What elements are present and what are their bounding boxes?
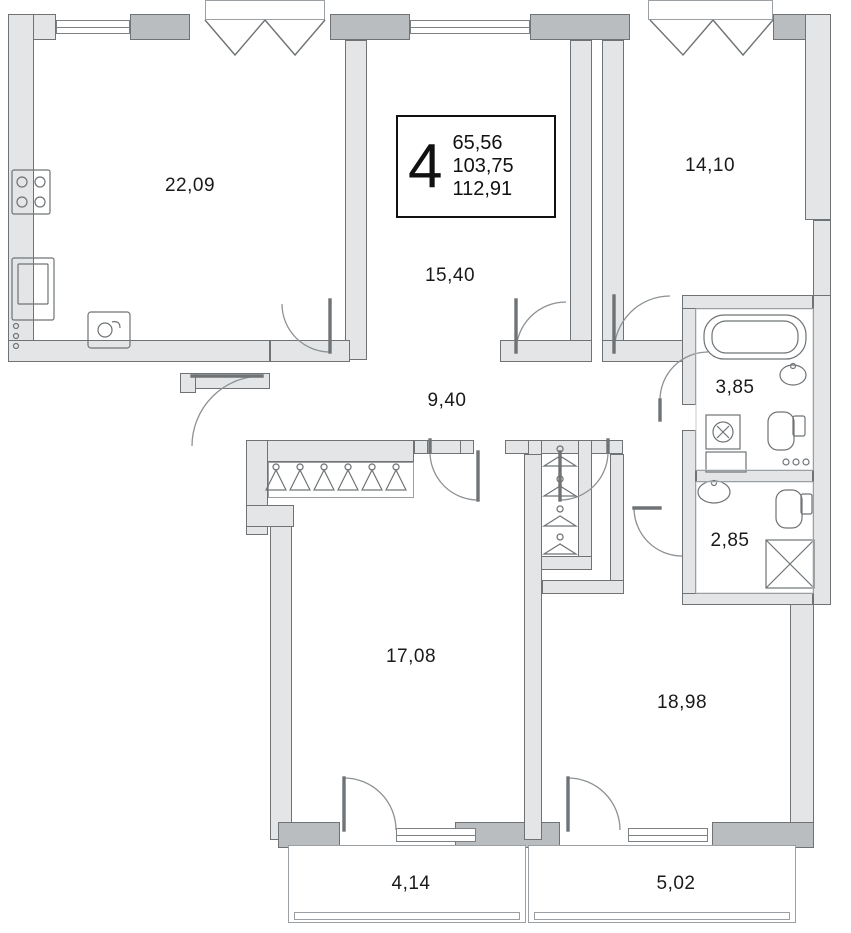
wall-right-bedroom xyxy=(790,600,814,840)
badge-room-count: 4 xyxy=(408,131,443,201)
wall-right-bath xyxy=(813,295,831,605)
wall-bath-left xyxy=(682,295,696,405)
wall-hall-top-mid xyxy=(500,340,592,362)
wall-kitchen-right xyxy=(345,40,367,360)
room-label-bathroom-second: 2,85 xyxy=(710,530,750,551)
wardrobe-closet-outline xyxy=(268,462,414,498)
balcony-left-rail xyxy=(294,912,520,920)
wall-hall-closet-right xyxy=(578,440,592,570)
wall-bedroom-divider xyxy=(524,454,542,840)
badge-area-with-balcony: 112,91 xyxy=(452,178,513,200)
wall-bedroom-mid-right xyxy=(570,40,592,360)
balcony-door-top-left xyxy=(205,0,325,20)
window-balcony-right xyxy=(628,828,708,842)
wall-hall-top-right xyxy=(602,340,694,362)
wall-bath-top xyxy=(682,295,813,309)
badge-area-total: 103,75 xyxy=(452,155,514,177)
room-label-bedroom-top-middle: 15,40 xyxy=(424,265,476,286)
room-label-balcony-right: 5,02 xyxy=(656,873,696,894)
wall-top-left-dark xyxy=(130,14,190,40)
wall-hall-nook-left xyxy=(414,440,428,454)
wall-kitchen-bottom xyxy=(8,340,270,362)
wall-hall-nook-right xyxy=(460,440,474,454)
room-label-bedroom-top-right: 14,10 xyxy=(684,155,736,176)
wall-bath-bottom xyxy=(682,593,813,605)
wall-top-mid-dark xyxy=(330,14,410,40)
badge-areas xyxy=(452,132,513,201)
wall-right-outer-2 xyxy=(813,220,831,300)
summary-badge xyxy=(396,115,556,218)
wall-wardrobe-bottom xyxy=(246,505,294,527)
room-label-bathroom-main: 3,85 xyxy=(715,377,755,398)
wall-left-outer xyxy=(8,14,34,360)
wall-corridor-right xyxy=(610,454,624,594)
wall-hall-left-vert xyxy=(180,373,196,393)
wall-bath-divider xyxy=(696,470,813,482)
wall-wardrobe-top xyxy=(246,440,414,462)
room-label-hall: 9,40 xyxy=(427,390,467,411)
room-label-balcony-left: 4,14 xyxy=(391,873,431,894)
window-kitchen xyxy=(56,20,130,34)
room-label-bedroom-bottom-right: 18,98 xyxy=(656,692,708,713)
balcony-door-top-right xyxy=(648,0,773,20)
room-label-kitchen-living: 22,09 xyxy=(164,175,216,196)
wall-left-lower xyxy=(270,505,292,840)
window-balcony-left xyxy=(396,828,476,842)
wall-hall-top-left xyxy=(270,340,350,362)
room-label-bedroom-bottom-left: 17,08 xyxy=(385,646,437,667)
wall-hall-mid-vert-2 xyxy=(505,440,623,454)
wall-bedroom-right-left xyxy=(602,40,624,360)
wall-bath-left-2 xyxy=(682,430,696,605)
window-bedroom-middle xyxy=(410,20,530,34)
wall-corridor-bottom xyxy=(542,580,624,594)
wall-top-mid2-dark xyxy=(530,14,630,40)
balcony-right-rail xyxy=(534,912,790,920)
badge-area-living: 65,56 xyxy=(452,132,503,154)
wall-right-outer xyxy=(805,14,831,220)
